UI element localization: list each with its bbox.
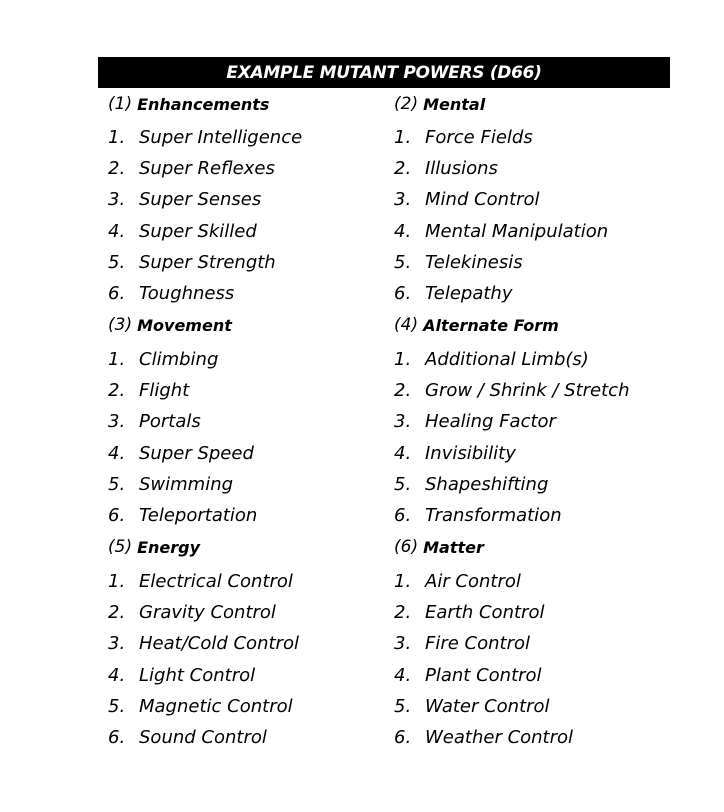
list-item (108, 406, 398, 437)
item-number: 4. (108, 664, 126, 686)
section-list (108, 122, 398, 309)
item-number: 2. (394, 158, 412, 180)
item-label: Super Reflexes (139, 158, 275, 180)
item-number: 3. (394, 411, 412, 433)
table-title: EXAMPLE MUTANT POWERS (D66) (98, 57, 670, 88)
list-item (394, 660, 684, 691)
item-number: 1. (394, 127, 412, 149)
item-label: Super Skilled (139, 220, 257, 242)
item-label: Fire Control (425, 633, 531, 655)
section-title: Mental (423, 94, 486, 114)
section-number: (2) (394, 94, 419, 114)
item-number: 4. (108, 442, 126, 464)
list-item (394, 500, 684, 531)
item-label: Invisibility (425, 442, 516, 464)
item-label: Plant Control (425, 664, 542, 686)
list-item (394, 375, 684, 406)
item-number: 6. (394, 505, 412, 527)
section-number: (1) (108, 94, 133, 114)
section-alternate-form (394, 314, 684, 531)
item-label: Magnetic Control (139, 695, 293, 717)
list-item (108, 469, 398, 500)
item-number: 1. (108, 127, 126, 149)
list-item (394, 216, 684, 247)
item-label: Shapeshifting (425, 473, 549, 495)
item-number: 4. (394, 442, 412, 464)
item-label: Heat/Cold Control (139, 633, 299, 655)
section-title: Matter (423, 537, 484, 557)
item-label: Portals (139, 411, 201, 433)
item-number: 2. (108, 380, 126, 402)
item-number: 4. (394, 664, 412, 686)
item-number: 6. (108, 727, 126, 749)
item-label: Grow / Shrink / Stretch (425, 380, 630, 402)
item-number: 5. (394, 473, 412, 495)
section-list (108, 566, 398, 753)
list-item (394, 247, 684, 278)
list-item (108, 216, 398, 247)
item-number: 6. (394, 283, 412, 305)
list-item (108, 122, 398, 153)
item-number: 3. (108, 633, 126, 655)
list-item (394, 153, 684, 184)
list-item (108, 438, 398, 469)
list-item (394, 597, 684, 628)
section-number: (3) (108, 315, 133, 335)
item-label: Electrical Control (139, 571, 293, 593)
list-item (394, 722, 684, 753)
list-item (394, 628, 684, 659)
item-label: Healing Factor (425, 411, 556, 433)
section-title: Alternate Form (423, 315, 559, 335)
item-label: Transformation (425, 505, 562, 527)
list-item (108, 184, 398, 215)
item-number: 2. (394, 380, 412, 402)
list-item (394, 691, 684, 722)
item-label: Weather Control (425, 727, 574, 749)
section-enhancements (108, 93, 398, 309)
item-label: Toughness (139, 283, 235, 305)
item-number: 5. (394, 251, 412, 273)
list-item (108, 278, 398, 309)
item-number: 6. (108, 505, 126, 527)
list-item (394, 278, 684, 309)
item-number: 5. (108, 251, 126, 273)
item-number: 4. (394, 220, 412, 242)
list-item (108, 153, 398, 184)
section-title: Enhancements (137, 94, 270, 114)
item-label: Additional Limb(s) (425, 349, 589, 371)
section-energy (108, 536, 398, 753)
item-label: Air Control (425, 571, 521, 593)
list-item (108, 500, 398, 531)
item-label: Telepathy (425, 283, 513, 305)
section-title: Energy (137, 537, 201, 557)
section-heading (108, 93, 398, 115)
item-number: 2. (108, 602, 126, 624)
item-label: Force Fields (425, 127, 533, 149)
item-number: 4. (108, 220, 126, 242)
item-number: 3. (108, 411, 126, 433)
item-label: Mental Manipulation (425, 220, 609, 242)
section-heading (394, 314, 684, 336)
list-item (394, 344, 684, 375)
item-label: Gravity Control (139, 602, 276, 624)
item-number: 6. (394, 727, 412, 749)
list-item (394, 184, 684, 215)
section-heading (108, 536, 398, 558)
item-label: Illusions (425, 158, 498, 180)
list-item (108, 597, 398, 628)
item-number: 2. (108, 158, 126, 180)
item-number: 5. (394, 695, 412, 717)
list-item (394, 406, 684, 437)
list-item (108, 691, 398, 722)
section-heading (108, 314, 398, 336)
list-item (108, 375, 398, 406)
list-item (394, 122, 684, 153)
item-label: Super Intelligence (139, 127, 303, 149)
item-label: Super Speed (139, 442, 254, 464)
item-label: Earth Control (425, 602, 545, 624)
section-title: Movement (137, 315, 232, 335)
item-label: Climbing (139, 349, 219, 371)
item-number: 3. (108, 189, 126, 211)
item-label: Super Strength (139, 251, 276, 273)
section-number: (6) (394, 537, 419, 557)
item-label: Swimming (139, 473, 234, 495)
item-number: 6. (108, 283, 126, 305)
item-label: Water Control (425, 695, 550, 717)
item-label: Flight (139, 380, 190, 402)
list-item (108, 660, 398, 691)
section-matter (394, 536, 684, 753)
item-label: Light Control (139, 664, 256, 686)
list-item (108, 722, 398, 753)
list-item (108, 247, 398, 278)
item-number: 5. (108, 473, 126, 495)
section-mental (394, 93, 684, 309)
section-number: (5) (108, 537, 133, 557)
list-item (394, 469, 684, 500)
list-item (108, 566, 398, 597)
item-label: Mind Control (425, 189, 540, 211)
section-list (394, 566, 684, 753)
section-number: (4) (394, 315, 419, 335)
item-label: Teleportation (139, 505, 258, 527)
section-heading (394, 536, 684, 558)
item-number: 1. (394, 571, 412, 593)
item-number: 5. (108, 695, 126, 717)
section-list (108, 344, 398, 531)
section-heading (394, 93, 684, 115)
item-label: Sound Control (139, 727, 267, 749)
item-number: 3. (394, 633, 412, 655)
list-item (394, 566, 684, 597)
list-item (394, 438, 684, 469)
item-number: 1. (394, 349, 412, 371)
section-list (394, 122, 684, 309)
section-movement (108, 314, 398, 531)
item-number: 1. (108, 571, 126, 593)
item-number: 3. (394, 189, 412, 211)
section-list (394, 344, 684, 531)
item-label: Telekinesis (425, 251, 523, 273)
item-label: Super Senses (139, 189, 262, 211)
list-item (108, 344, 398, 375)
item-number: 2. (394, 602, 412, 624)
list-item (108, 628, 398, 659)
item-number: 1. (108, 349, 126, 371)
